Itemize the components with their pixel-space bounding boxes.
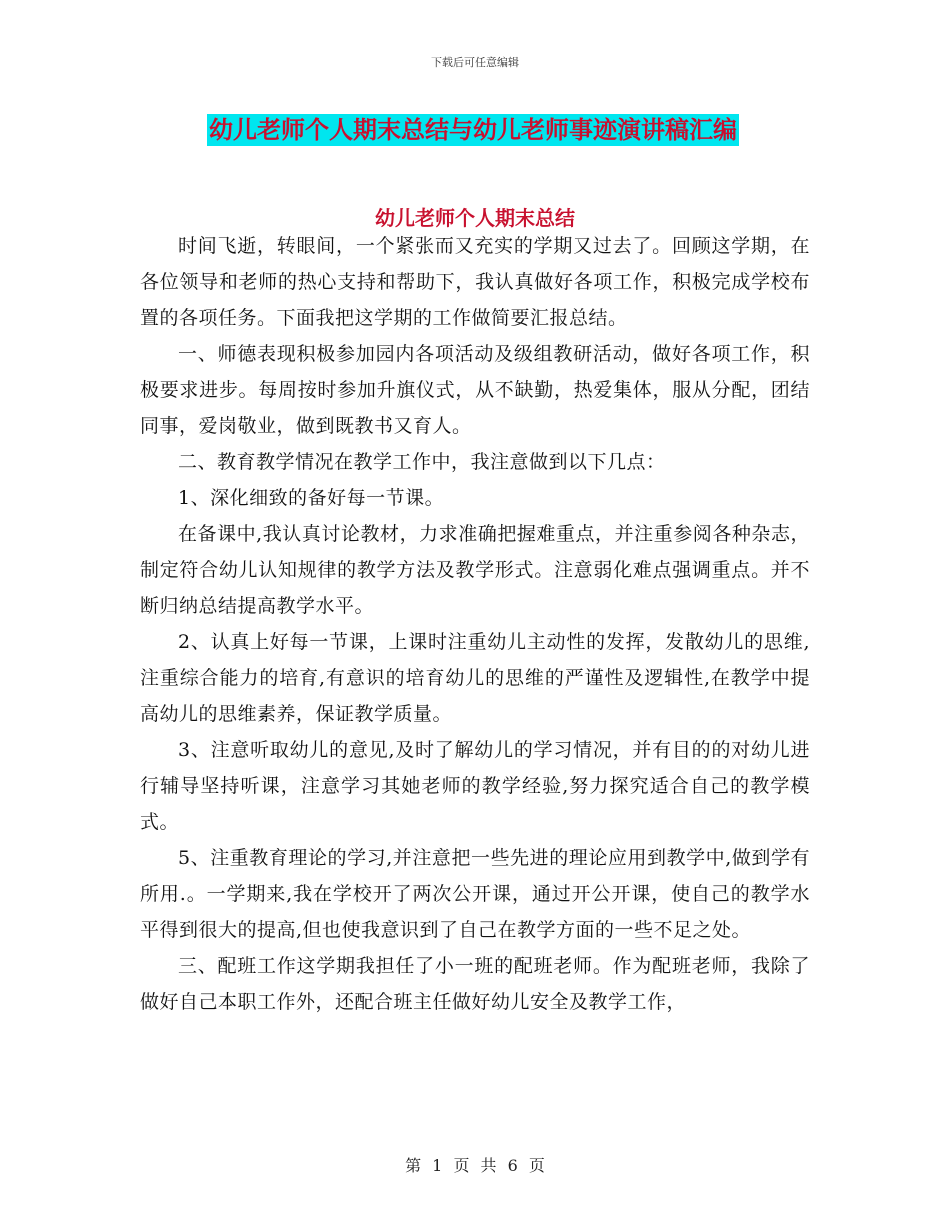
paragraph: 三、配班工作这学期我担任了小一班的配班老师。作为配班老师，我除了做好自己本职工作外，还配合班主任做好幼儿安全及教学工作， — [140, 955, 810, 1013]
paragraph: 在备课中,我认真讨论教材，力求准确把握难重点，并注重参阅各种杂志，制定符合幼儿认知规律的教学方法及教学形式。注意弱化难点强调重点。并不断归纳总结提高教学水平。 — [140, 523, 810, 617]
paragraph: 5、注重教育理论的学习,并注意把一些先进的理论应用到教学中,做到学有所用.。一学期来,我在学校开了两次公开课，通过开公开课，使自己的教学水平得到很大的提高,但也使我意识到了自己在教学方面的一些不足之处。 — [140, 847, 810, 941]
document-body — [140, 228, 810, 1020]
section-title: 幼儿老师个人期末总结 — [375, 206, 575, 230]
paragraph: 时间飞逝，转眼间，一个紧张而又充实的学期又过去了。回顾这学期，在各位领导和老师的热心支持和帮助下，我认真做好各项工作，积极完成学校布置的各项任务。下面我把这学期的工作做简要汇报总结。 — [140, 235, 810, 329]
page-number-footer: 第 1 页 共 6 页 — [405, 1156, 545, 1175]
paragraph: 二、教育教学情况在教学工作中，我注意做到以下几点： — [178, 451, 666, 473]
paragraph: 3、注意听取幼儿的意见,及时了解幼儿的学习情况，并有目的的对幼儿进行辅导坚持听课，注意学习其她老师的教学经验,努力探究适合自己的教学模式。 — [140, 739, 810, 833]
header-note: 下载后可任意编辑 — [431, 56, 519, 69]
paragraph: 一、师德表现积极参加园内各项活动及级组教研活动，做好各项工作，积极要求进步。每周按时参加升旗仪式，从不缺勤，热爱集体，服从分配，团结同事，爱岗敬业，做到既教书又育人。 — [140, 343, 810, 437]
document-main-title: 幼儿老师个人期末总结与幼儿老师事迹演讲稿汇编 — [209, 116, 737, 144]
paragraph: 2、认真上好每一节课，上课时注重幼儿主动性的发挥，发散幼儿的思维,注重综合能力的培育,有意识的培育幼儿的思维的严谨性及逻辑性,在教学中提高幼儿的思维素养，保证教学质量。 — [140, 631, 810, 725]
paragraph: 1、深化细致的备好每一节课。 — [178, 487, 445, 509]
